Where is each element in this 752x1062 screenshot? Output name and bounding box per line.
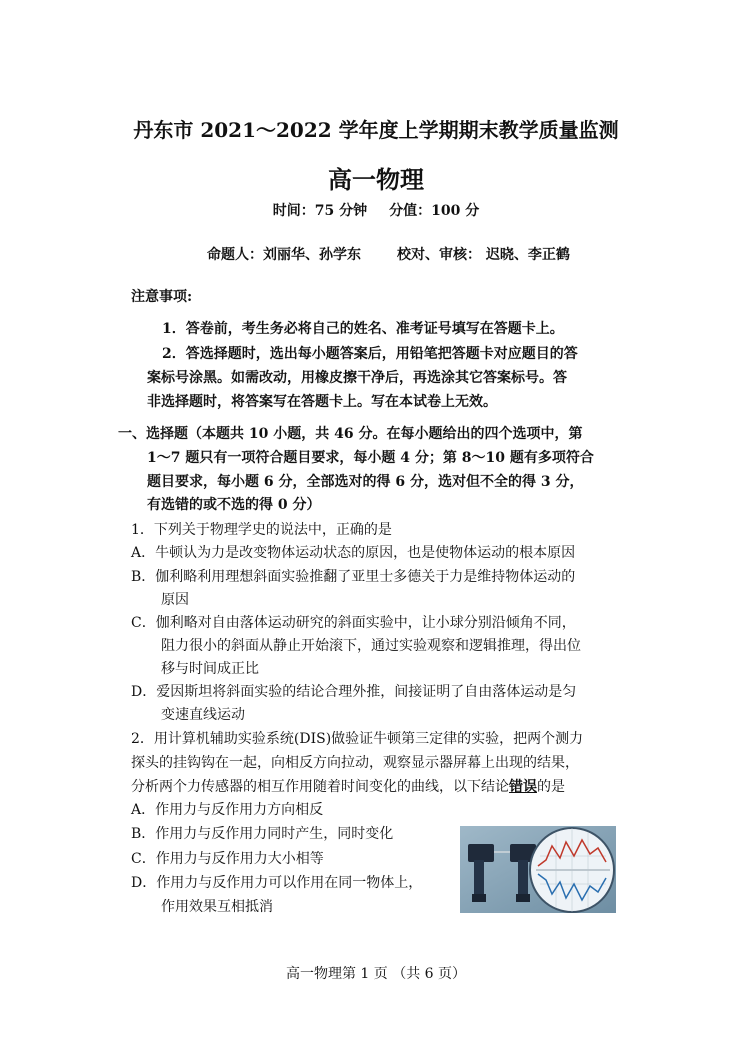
question-authors: 命题人：刘丽华、孙学东 [207,247,361,263]
q1-option-b-cont: 原因 [161,592,189,608]
section-1-line-4: 有选错的或不选的得 0 分） [147,497,321,513]
q2-stem-line-2: 探头的挂钩钩在一起，向相反方向拉动，观察显示器屏幕上出现的结果， [131,755,579,771]
dis-force-sensor-photo [460,826,616,913]
question-reviewers: 校对、审核： 迟晓、李正鹤 [397,247,570,263]
q1-option-a: A．牛顿认为力是改变物体运动状态的原因，也是使物体运动的根本原因 [131,545,576,561]
author-line [207,244,570,264]
q1-option-c-cont: 阻力很小的斜面从静止开始滚下，通过实验观察和逻辑推理，得出位 [161,638,581,654]
q2-option-c: C．作用力与反作用力大小相等 [131,851,324,867]
q1-option-b: B．伽利略利用理想斜面实验推翻了亚里士多德关于力是维持物体运动的 [131,569,576,585]
q2-emphasis-wrong: 错误 [509,779,537,795]
notice-heading: 注意事项: [131,289,193,305]
q2-option-d-cont: 作用效果互相抵消 [161,899,273,915]
section-1-line-2: 1～7 题只有一项符合题目要求，每小题 4 分；第 8～10 题有多项符合 [147,450,594,466]
notice-item-2: 2．答选择题时，选出每小题答案后，用铅笔把答题卡对应题目的答 [162,346,578,362]
notice-item-2-cont2: 非选择题时，将答案写在答题卡上。写在本试卷上无效。 [147,394,497,410]
notice-item-2-cont: 案标号涂黑。如需改动，用橡皮擦干净后，再选涂其它答案标号。答 [147,370,567,386]
section-1-heading: 一、选择题（本题共 10 小题，共 46 分。在每小题给出的四个选项中，第 [118,426,583,442]
exam-score: 分值：100 分 [389,203,480,219]
time-score-line [0,200,752,220]
q1-option-d-cont: 变速直线运动 [161,707,245,723]
subject-title: 高一物理 [328,165,424,194]
magnified-graph [530,828,614,912]
q2-stem-line-1: 2．用计算机辅助实验系统(DIS)做验证牛顿第三定律的实验，把两个测力 [131,731,584,747]
exam-title: 丹东市 2021～2022 学年度上学期期末教学质量监测 [133,118,619,142]
exam-time: 时间：75 分钟 [272,203,368,219]
q1-stem: 1．下列关于物理学史的说法中，正确的是 [131,522,392,538]
q2-option-b: B．作用力与反作用力同时产生，同时变化 [131,826,394,842]
page-footer: 高一物理第 1 页 （共 6 页） [285,966,467,982]
q2-stem-post: 的是 [537,779,565,795]
q2-stem-line-3 [131,776,565,796]
q2-stem-pre: 分析两个力传感器的相互作用随着时间变化的曲线，以下结论 [131,779,509,795]
q2-option-a: A．作用力与反作用力方向相反 [131,802,324,818]
q1-option-d: D．爱因斯坦将斜面实验的结论合理外推，间接证明了自由落体运动是匀 [131,684,577,700]
q1-option-c-cont2: 移与时间成正比 [161,661,259,677]
q1-option-c: C．伽利略对自由落体运动研究的斜面实验中，让小球分别沿倾角不同， [131,615,576,631]
notice-item-1: 1．答卷前，考生务必将自己的姓名、准考证号填写在答题卡上。 [162,321,564,337]
section-1-line-3: 题目要求，每小题 6 分，全部选对的得 6 分，选对但不全的得 3 分， [147,474,584,490]
q2-option-d: D．作用力与反作用力可以作用在同一物体上， [131,875,423,891]
